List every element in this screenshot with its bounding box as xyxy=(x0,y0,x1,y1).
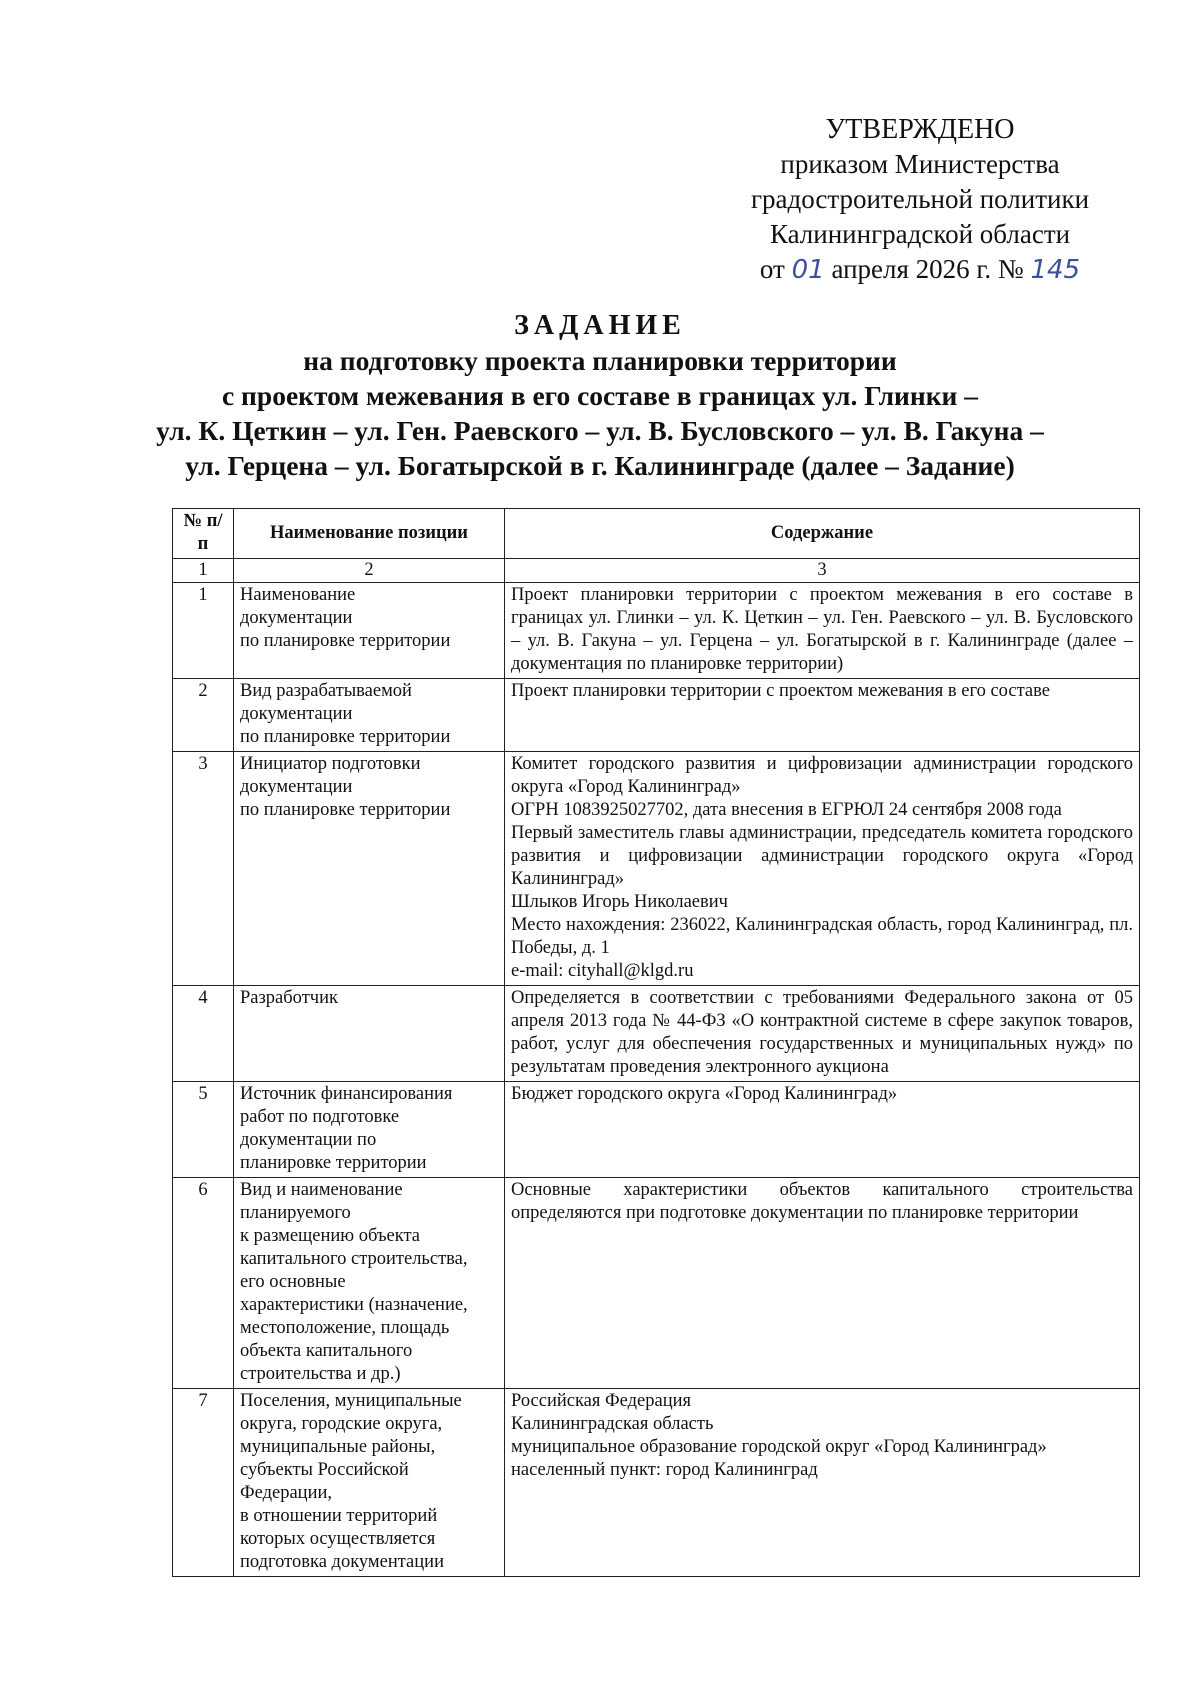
row-content xyxy=(505,1389,1140,1577)
row-name-line: капитального строительства, xyxy=(240,1249,468,1269)
row-name xyxy=(234,986,505,1082)
table-header-row xyxy=(173,509,1140,559)
title-line-4: ул. Герцена – ул. Богатырской в г. Калининграде (далее – Задание) xyxy=(185,450,1015,481)
column-index: 2 xyxy=(234,559,505,583)
column-index: 3 xyxy=(505,559,1140,583)
header-num: № п/п xyxy=(173,509,234,559)
date-rest: апреля 2026 г. № xyxy=(831,254,1024,284)
table-row xyxy=(173,986,1140,1082)
row-name-line: Инициатор подготовки xyxy=(240,754,421,774)
approval-line-1: приказом Министерства xyxy=(780,149,1060,179)
row-content-line: ОГРН 1083925027702, дата внесения в ЕГРЮЛ 24 сентября 2008 года xyxy=(511,800,1062,820)
approval-stamp xyxy=(700,112,1140,288)
table-row xyxy=(173,1178,1140,1389)
row-name-line: документации xyxy=(240,777,353,797)
title-line-3: ул. К. Цеткин – ул. Ген. Раевского – ул. В. Бусловского – ул. В. Гакуна – xyxy=(156,415,1044,446)
row-name-line: Вид разрабатываемой xyxy=(240,681,412,701)
row-name-line: субъекты Российской xyxy=(240,1460,409,1480)
title-line-2: с проектом межевания в его составе в границах ул. Глинки – xyxy=(221,380,979,411)
column-index: 1 xyxy=(173,559,234,583)
row-name xyxy=(234,583,505,679)
row-content: Основные характеристики объектов капитального строительства определяются при подготовке документации по планировке территории xyxy=(505,1178,1140,1389)
row-name-line: в отношении территорий xyxy=(240,1506,438,1526)
row-number: 4 xyxy=(173,986,234,1082)
row-name-line: подготовка документации xyxy=(240,1552,444,1572)
approval-order-line xyxy=(700,252,1140,288)
row-name-line: Поселения, муниципальные xyxy=(240,1391,462,1411)
row-content-line: Российская Федерация xyxy=(511,1391,692,1411)
row-name-line: по планировке территории xyxy=(240,727,451,747)
row-name-line: строительства и др.) xyxy=(240,1364,401,1384)
row-number: 1 xyxy=(173,583,234,679)
row-name-line: Наименование xyxy=(240,585,356,605)
table-row xyxy=(173,752,1140,986)
row-name-line: работ по подготовке xyxy=(240,1107,400,1127)
row-name-line: планируемого xyxy=(240,1203,351,1223)
header-name: Наименование позиции xyxy=(234,509,505,559)
table-row xyxy=(173,1389,1140,1577)
row-content-line: Место нахождения: 236022, Калининградская область, город Калининград, пл. Победы, д. 1 xyxy=(511,915,1133,958)
row-number: 6 xyxy=(173,1178,234,1389)
row-name-line: округа, городские округа, xyxy=(240,1414,443,1434)
row-content-line: Комитет городского развития и цифровизации администрации городского округа «Город Калининград» xyxy=(511,754,1133,797)
table-row xyxy=(173,583,1140,679)
column-index-row xyxy=(173,559,1140,583)
approval-heading: УТВЕРЖДЕНО xyxy=(825,114,1015,145)
row-name-line: местоположение, площадь xyxy=(240,1318,450,1338)
handwritten-day: 01 xyxy=(791,255,825,285)
title-line-1: на подготовку проекта планировки территории xyxy=(303,345,897,376)
row-number: 7 xyxy=(173,1389,234,1577)
row-name-line: которых осуществляется xyxy=(240,1529,436,1549)
row-name-line: характеристики (назначение, xyxy=(240,1295,468,1315)
row-name-line: объекта капитального xyxy=(240,1341,413,1361)
row-name-line: документации xyxy=(240,608,353,628)
approval-line-3: Калининградской области xyxy=(769,219,1071,249)
row-name-line: по планировке территории xyxy=(240,631,451,651)
row-content xyxy=(505,752,1140,986)
row-name-line: документации xyxy=(240,704,353,724)
row-content: Проект планировки территории с проектом межевания в его составе в границах ул. Глинки – ул. К. Цеткин – ул. Ген. Раевского – ул. В. Бусловского – ул. В. Гакуна – ул. Герцена – ул. Богатырской в г. Калининграде (далее – документация по планировке территории) xyxy=(505,583,1140,679)
row-name-line: Федерации, xyxy=(240,1483,332,1503)
handwritten-order-number: 145 xyxy=(1030,255,1081,285)
row-name-line: Источник финансирования xyxy=(240,1084,453,1104)
row-content: Определяется в соответствии с требованиями Федерального закона от 05 апреля 2013 года № 44-ФЗ «О контрактной системе в сфере закупок товаров, работ, услуг для обеспечения государственных и муниципальных нужд» по результатам проведения электронного аукциона xyxy=(505,986,1140,1082)
row-name xyxy=(234,1178,505,1389)
row-name-line: Разработчик xyxy=(240,988,338,1008)
row-content-line: Первый заместитель главы администрации, председатель комитета городского развития и цифровизации администрации городского округа «Город Калининград» xyxy=(511,823,1133,889)
row-name xyxy=(234,1082,505,1178)
approval-line-2: градостроительной политики xyxy=(750,184,1090,214)
row-name-line: Вид и наименование xyxy=(240,1180,403,1200)
table-row xyxy=(173,679,1140,752)
row-content-line: муниципальное образование городской округ «Город Калининград» xyxy=(511,1437,1047,1457)
date-prefix: от xyxy=(759,254,785,284)
row-name-line: документации по xyxy=(240,1130,377,1150)
row-name-line: муниципальные районы, xyxy=(240,1437,436,1457)
row-number: 2 xyxy=(173,679,234,752)
row-name-line: к размещению объекта xyxy=(240,1226,420,1246)
row-content-line: e-mail: cityhall@klgd.ru xyxy=(511,961,694,981)
row-number: 3 xyxy=(173,752,234,986)
row-content-line: Калининградская область xyxy=(511,1414,714,1434)
row-number: 5 xyxy=(173,1082,234,1178)
header-content: Содержание xyxy=(505,509,1140,559)
document-title: ЗАДАНИЕ xyxy=(514,310,686,341)
document-title-block xyxy=(100,308,1100,483)
row-content-line: Шлыков Игорь Николаевич xyxy=(511,892,728,912)
row-content: Бюджет городского округа «Город Калининград» xyxy=(505,1082,1140,1178)
row-name-line: его основные xyxy=(240,1272,346,1292)
table-row xyxy=(173,1082,1140,1178)
row-name xyxy=(234,752,505,986)
row-name-line: по планировке территории xyxy=(240,800,451,820)
specification-table xyxy=(172,508,1140,1577)
row-name xyxy=(234,1389,505,1577)
row-content: Проект планировки территории с проектом межевания в его составе xyxy=(505,679,1140,752)
row-content-line: населенный пункт: город Калининград xyxy=(511,1460,818,1480)
row-name xyxy=(234,679,505,752)
row-name-line: планировке территории xyxy=(240,1153,427,1173)
